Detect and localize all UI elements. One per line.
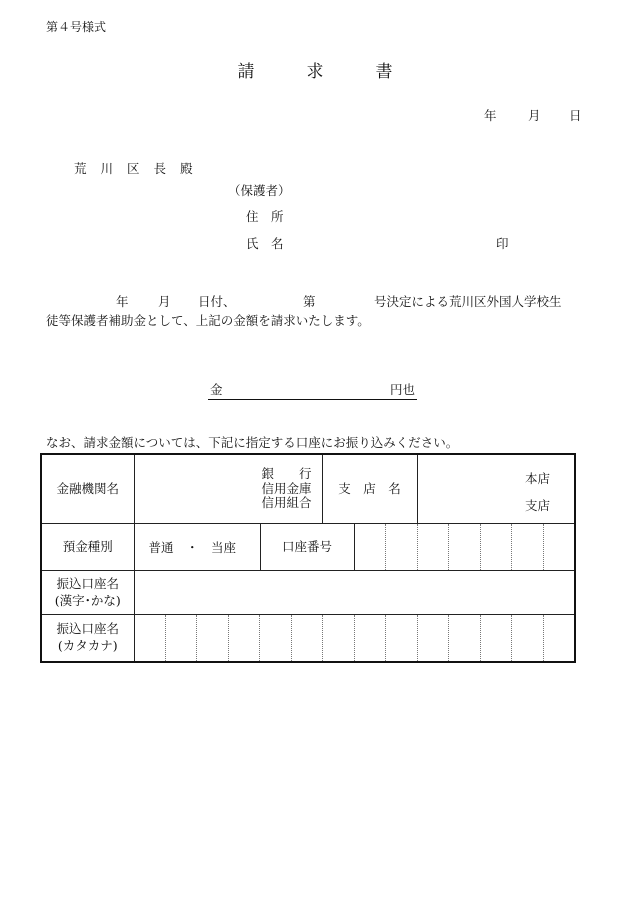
institution-label: 金融機関名 [41, 454, 134, 524]
name-field[interactable]: 氏 名 [246, 236, 284, 251]
decision-day-field[interactable]: 日付、 [198, 294, 236, 309]
digit-box[interactable] [544, 524, 575, 570]
title-char: 求 [306, 62, 324, 82]
digit-box[interactable] [418, 524, 450, 570]
digit-box[interactable] [512, 524, 544, 570]
addressee: 荒 川 区 長 殿 [74, 161, 193, 176]
char-box[interactable] [166, 615, 197, 661]
decision-year-field[interactable]: 年 [116, 294, 129, 309]
guardian-label: （保護者） [228, 183, 291, 198]
char-box[interactable] [481, 615, 512, 661]
account-number-field[interactable] [354, 524, 575, 571]
table-row [41, 571, 575, 615]
char-box[interactable] [229, 615, 260, 661]
form-number: 第４号様式 [46, 20, 107, 34]
institution-name-field[interactable] [134, 454, 322, 524]
digit-box[interactable] [481, 524, 513, 570]
char-box[interactable] [449, 615, 480, 661]
char-box[interactable] [386, 615, 417, 661]
document-title [0, 64, 630, 81]
transfer-note: なお、請求金額については、下記に指定する口座にお振り込みください。 [46, 435, 459, 450]
body-text-line1: 号決定による荒川区外国人学校生 [374, 294, 562, 309]
decision-month-field[interactable]: 月 [158, 294, 171, 309]
decision-number-field[interactable]: 第 [303, 294, 316, 309]
table-row [41, 454, 575, 524]
title-char: 書 [375, 62, 393, 82]
digit-box[interactable] [386, 524, 418, 570]
account-number-label: 口座番号 [260, 524, 354, 571]
branch-name-field[interactable] [417, 454, 575, 524]
char-box[interactable] [418, 615, 449, 661]
institution-types: 銀 行 信用金庫 信用組合 [261, 466, 312, 511]
table-row [41, 615, 575, 663]
address-field[interactable]: 住 所 [246, 209, 284, 224]
amount-prefix: 金 [210, 382, 223, 397]
account-name-kana-label: 振込口座名 (カタカナ) [41, 615, 134, 663]
char-box[interactable] [512, 615, 543, 661]
deposit-type-label: 預金種別 [41, 524, 134, 571]
account-name-kana-field[interactable] [134, 615, 575, 663]
char-box[interactable] [355, 615, 386, 661]
deposit-options: 普通 ・ 当座 [148, 540, 237, 555]
branch-label: 支 店 名 [322, 454, 417, 524]
char-box[interactable] [135, 615, 166, 661]
seal-mark: 印 [496, 236, 509, 251]
date-month-field[interactable]: 月 [528, 108, 541, 123]
sub-branch-option: 支店 [525, 498, 551, 513]
table-row [41, 524, 575, 571]
account-name-kanji-field[interactable] [134, 571, 575, 615]
char-box[interactable] [260, 615, 291, 661]
deposit-type-selector[interactable] [134, 524, 260, 571]
digit-box[interactable] [449, 524, 481, 570]
bank-account-table [40, 453, 576, 663]
char-box[interactable] [544, 615, 574, 661]
char-box[interactable] [323, 615, 354, 661]
date-year-field[interactable]: 年 [484, 108, 497, 123]
main-branch-option: 本店 [525, 471, 551, 486]
char-box[interactable] [197, 615, 228, 661]
title-char: 請 [237, 62, 255, 82]
char-box[interactable] [292, 615, 323, 661]
body-text-line2: 徒等保護者補助金として、上記の金額を請求いたします。 [46, 313, 370, 328]
account-name-kanji-label: 振込口座名 (漢字･かな) [41, 571, 134, 615]
amount-suffix: 円也 [390, 382, 416, 397]
digit-box[interactable] [355, 524, 387, 570]
date-day-field[interactable]: 日 [569, 108, 582, 123]
amount-field[interactable] [208, 399, 417, 400]
